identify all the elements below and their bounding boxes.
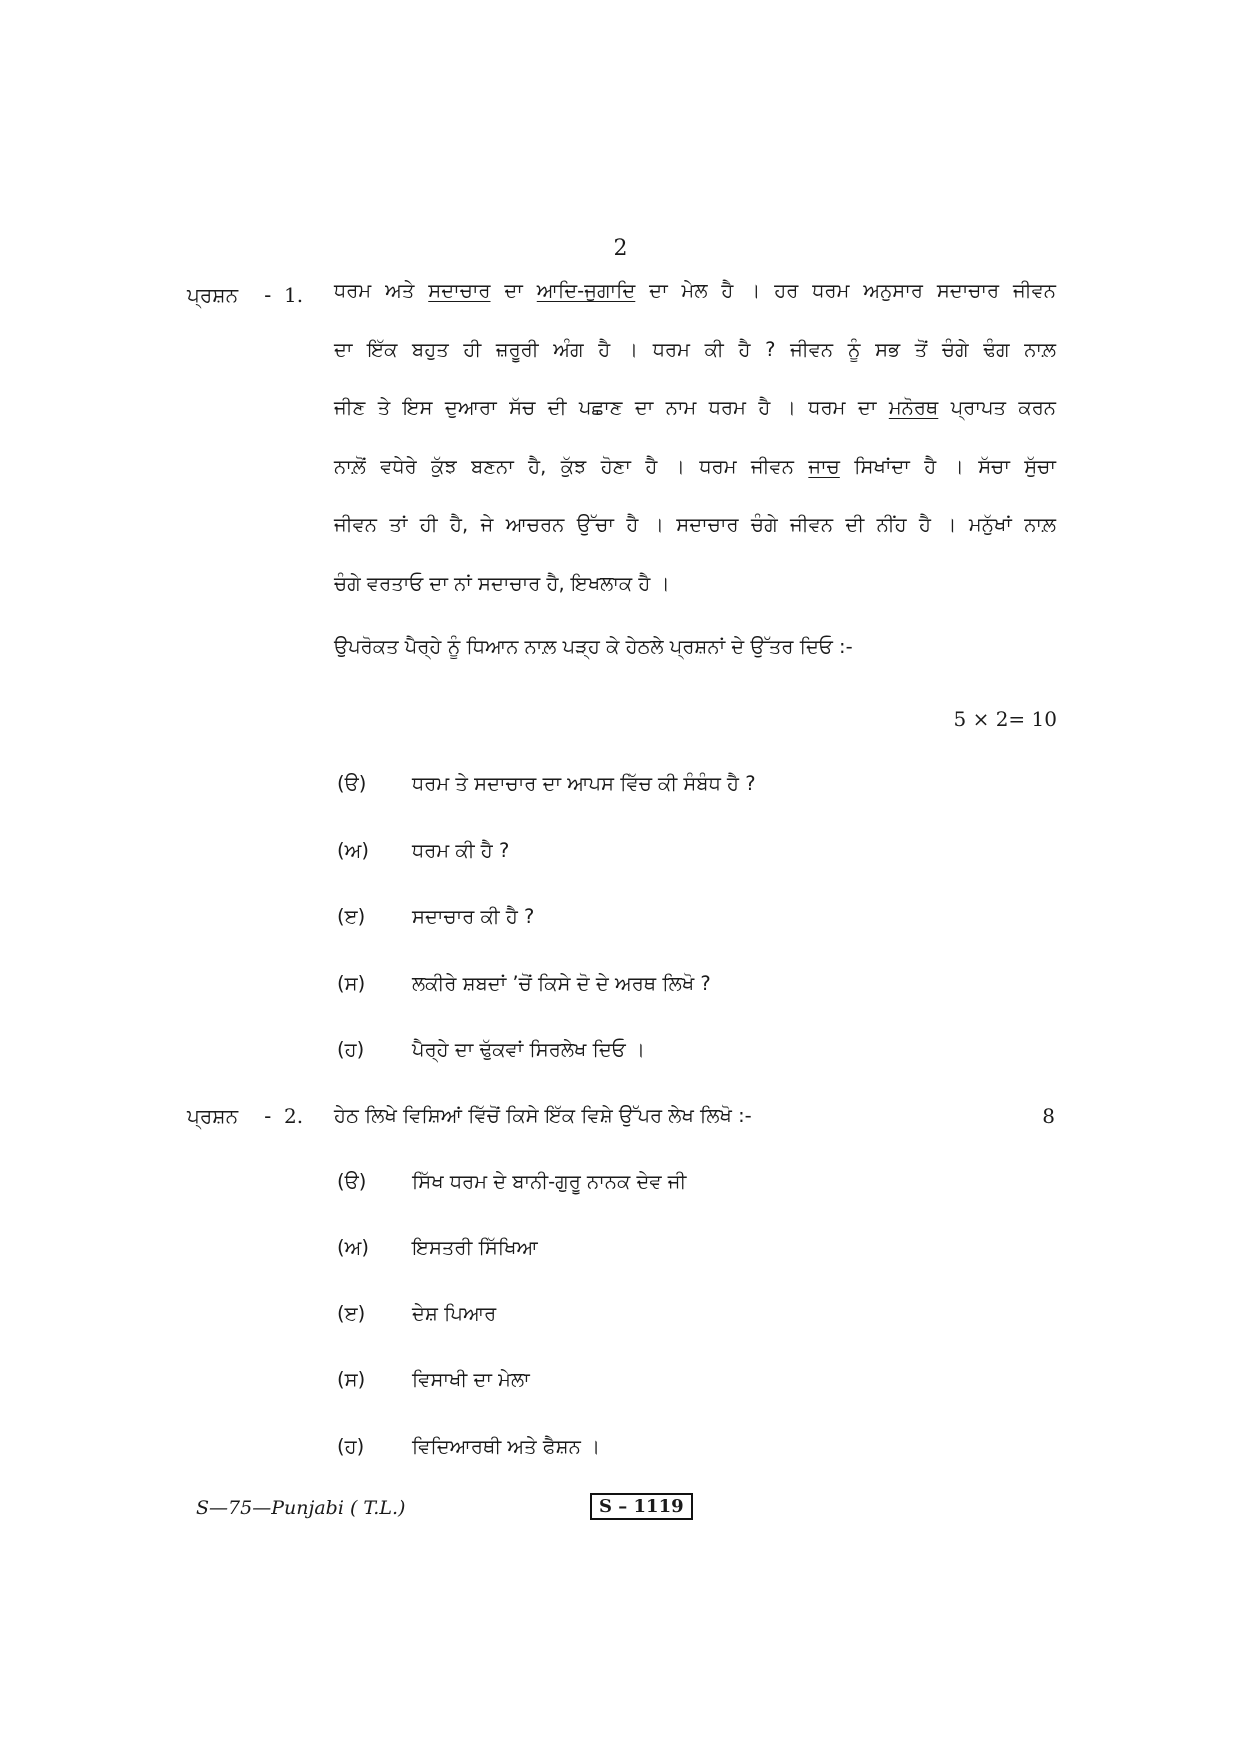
footer-paper-code: S—75—Punjabi ( T.L.) [196,1497,406,1519]
question-1-label [187,283,307,307]
sub-question [337,839,509,862]
question-label-text: ਪ੍ਰਸ਼ਨ [187,283,239,307]
sub-question-text: ਸਦਾਚਾਰ ਕੀ ਹੈ ? [412,905,535,928]
sub-question [337,1435,600,1458]
sub-question [337,1038,645,1061]
passage-text: ਦਾ ਮੇਲ ਹੈ । ਹਰ ਧਰਮ ਅਨੁਸਾਰ ਸਦਾਚਾਰ ਜੀਵਨ [635,279,1056,302]
question-2-marks: 8 [1042,1104,1055,1128]
question-dash: - [264,1104,272,1128]
sub-question-mark: (ੳ) [337,772,367,795]
sub-question [337,972,711,995]
sub-question-mark: (ਅ) [337,839,369,862]
sub-question-mark: (ਸ) [337,972,366,995]
sub-question-mark: (ਹ) [337,1038,365,1061]
passage-line [334,455,1056,514]
sub-question-text: ਦੇਸ਼ ਪਿਆਰ [412,1302,497,1325]
question-1-passage [334,279,1056,630]
sub-question [337,1302,496,1325]
underlined-word: ਮਨੋਰਥ [888,396,939,419]
passage-text: ਪ੍ਰਾਪਤ ਕਰਨ [938,396,1056,419]
underlined-word: ਆਦਿ-ਜੁਗਾਦਿ [536,279,636,302]
sub-question-text: ਧਰਮ ਕੀ ਹੈ ? [412,839,510,862]
footer-booklet-code: S – 1119 [590,1493,693,1520]
sub-question-mark: (ੳ) [337,1170,367,1193]
passage-text: ਸਿਖਾਂਦਾ ਹੈ । ਸੱਚਾ ਸੁੱਚਾ [839,454,1057,478]
sub-question-text: ਇਸਤਰੀ ਸਿੱਖਿਆ [412,1236,538,1259]
sub-question [337,772,756,795]
sub-question [337,905,534,928]
passage-text: ਨਾਲ਼ੋਂ ਵਧੇਰੇ ਕੁੱਝ ਬਣਨਾ ਹੈ, ਕੁੱਝ ਹੋਣਾ ਹੈ । ਧਰਮ ਜੀਵਨ [334,454,809,478]
question-1-marks: 5 × 2= 10 [953,707,1057,731]
question-2-label [187,1104,307,1128]
sub-question-mark: (ੲ) [337,1302,366,1325]
question-dash: - [264,283,272,307]
question-2-instruction: ਹੇਠ ਲਿਖੇ ਵਿਸ਼ਿਆਂ ਵਿੱਚੋਂ ਕਿਸੇ ਇੱਕ ਵਿਸ਼ੇ ਉੱਪਰ ਲੇਖ ਲਿਖੋ :- [334,1104,752,1127]
passage-text: ਜੀਣ ਤੇ ਇਸ ਦੁਆਰਾ ਸੱਚ ਦੀ ਪਛਾਣ ਦਾ ਨਾਮ ਧਰਮ ਹੈ । ਧਰਮ ਦਾ [334,396,889,419]
sub-question-text: ਧਰਮ ਤੇ ਸਦਾਚਾਰ ਦਾ ਆਪਸ ਵਿੱਚ ਕੀ ਸੰਬੰਧ ਹੈ ? [412,772,756,795]
question-label-text: ਪ੍ਰਸ਼ਨ [187,1104,239,1128]
passage-line [334,279,1056,338]
passage-line [334,396,1056,455]
sub-question-text: ਪੈਰ੍ਹੇ ਦਾ ਢੁੱਕਵਾਂ ਸਿਰਲੇਖ ਦਿਓ । [412,1038,646,1061]
underlined-word: ਸਦਾਚਾਰ [428,279,491,302]
question-number: 2. [284,1104,304,1128]
sub-question-mark: (ਸ) [337,1368,366,1391]
passage-text: ਦਾ [490,279,537,302]
sub-question-mark: (ਹ) [337,1435,365,1458]
sub-question-text: ਵਿਸਾਖੀ ਦਾ ਮੇਲਾ [412,1368,530,1391]
page-number: 2 [613,236,628,261]
sub-question [337,1368,530,1391]
sub-question-text: ਲਕੀਰੇ ਸ਼ਬਦਾਂ ’ਚੋਂ ਕਿਸੇ ਦੋ ਦੇ ਅਰਥ ਲਿਖੋ ? [412,972,711,995]
question-1-instruction: ਉਪਰੋਕਤ ਪੈਰ੍ਹੇ ਨੂੰ ਧਿਆਨ ਨਾਲ਼ ਪੜ੍ਹ ਕੇ ਹੇਠਲੇ ਪ੍ਰਸ਼ਨਾਂ ਦੇ ਉੱਤਰ ਦਿਓ :- [334,635,853,658]
passage-text: ਧਰਮ ਅਤੇ [334,279,429,302]
question-number: 1. [284,283,304,307]
passage-line: ਜੀਵਨ ਤਾਂ ਹੀ ਹੈ, ਜੇ ਆਚਰਨ ਉੱਚਾ ਹੈ । ਸਦਾਚਾਰ ਚੰਗੇ ਜੀਵਨ ਦੀ ਨੀਂਹ ਹੈ । ਮਨੁੱਖਾਂ ਨਾਲ਼ [334,513,1056,536]
passage-line: ਦਾ ਇੱਕ ਬਹੁਤ ਹੀ ਜ਼ਰੂਰੀ ਅੰਗ ਹੈ । ਧਰਮ ਕੀ ਹੈ ? ਜੀਵਨ ਨੂੰ ਸਭ ਤੋਂ ਚੰਗੇ ਢੰਗ ਨਾਲ਼ [334,337,1056,361]
sub-question-text: ਵਿਦਿਆਰਥੀ ਅਤੇ ਫੈਸ਼ਨ । [412,1435,601,1458]
sub-question-mark: (ੲ) [337,905,366,928]
sub-question-text: ਸਿੱਖ ਧਰਮ ਦੇ ਬਾਨੀ-ਗੁਰੂ ਨਾਨਕ ਦੇਵ ਜੀ [412,1170,687,1193]
passage-line: ਚੰਗੇ ਵਰਤਾਓ ਦਾ ਨਾਂ ਸਦਾਚਾਰ ਹੈ, ਇਖਲਾਕ ਹੈ । [334,571,670,595]
underlined-word: ਜਾਚ [808,454,840,478]
sub-question-mark: (ਅ) [337,1236,369,1259]
sub-question [337,1170,686,1193]
sub-question [337,1236,538,1259]
